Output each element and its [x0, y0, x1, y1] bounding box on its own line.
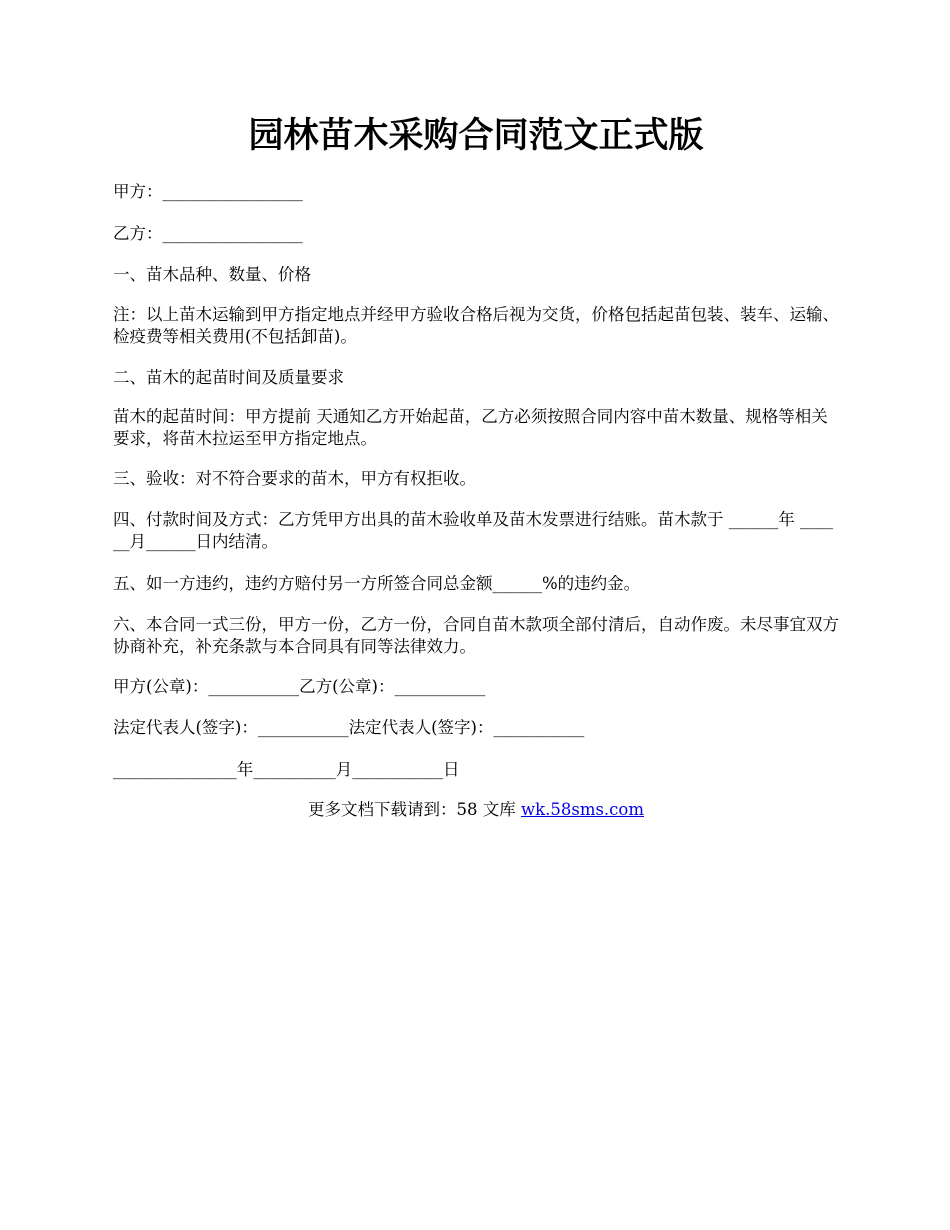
signature-line: 法定代表人(签字)：___________法定代表人(签字)：___________: [113, 718, 585, 737]
payment-clause: 四、付款时间及方式：乙方凭甲方出具的苗木验收单及苗木发票进行结账。苗木款于 ______年 ______月______日内结清。: [113, 510, 833, 551]
delivery-note: 注：以上苗木运输到甲方指定地点并经甲方验收合格后视为交货，价格包括起苗包装、装车、运输、检疫费等相关费用(不包括卸苗)。: [113, 305, 839, 346]
party-a-line: 甲方：_________________: [113, 182, 303, 201]
date-line: _______________年__________月___________日: [113, 760, 460, 779]
document-title: 园林苗木采购合同范文正式版: [248, 115, 704, 156]
party-b-line: 乙方：_________________: [113, 224, 303, 243]
download-footer: [113, 799, 839, 821]
seal-line: 甲方(公章)：___________乙方(公章)：___________: [113, 677, 486, 696]
breach-clause: 五、如一方违约，违约方赔付另一方所签合同总金额______%的违约金。: [113, 574, 641, 593]
footer-link[interactable]: wk.58sms.com: [520, 800, 644, 819]
copies-clause: 六、本合同一式三份，甲方一份，乙方一份，合同自苗木款项全部付清后，自动作废。未尽事宜双方协商补充，补充条款与本合同具有同等法律效力。: [113, 615, 839, 656]
section-2-heading: 二、苗木的起苗时间及质量要求: [113, 368, 344, 387]
footer-text: 更多文档下载请到：58 文库: [307, 800, 521, 819]
acceptance-clause: 三、验收：对不符合要求的苗木，甲方有权拒收。: [113, 469, 476, 488]
lifting-time-clause: 苗木的起苗时间：甲方提前 天通知乙方开始起苗，乙方必须按照合同内容中苗木数量、规格等相关要求，将苗木拉运至甲方指定地点。: [113, 407, 828, 448]
section-1-heading: 一、苗木品种、数量、价格: [113, 265, 311, 284]
